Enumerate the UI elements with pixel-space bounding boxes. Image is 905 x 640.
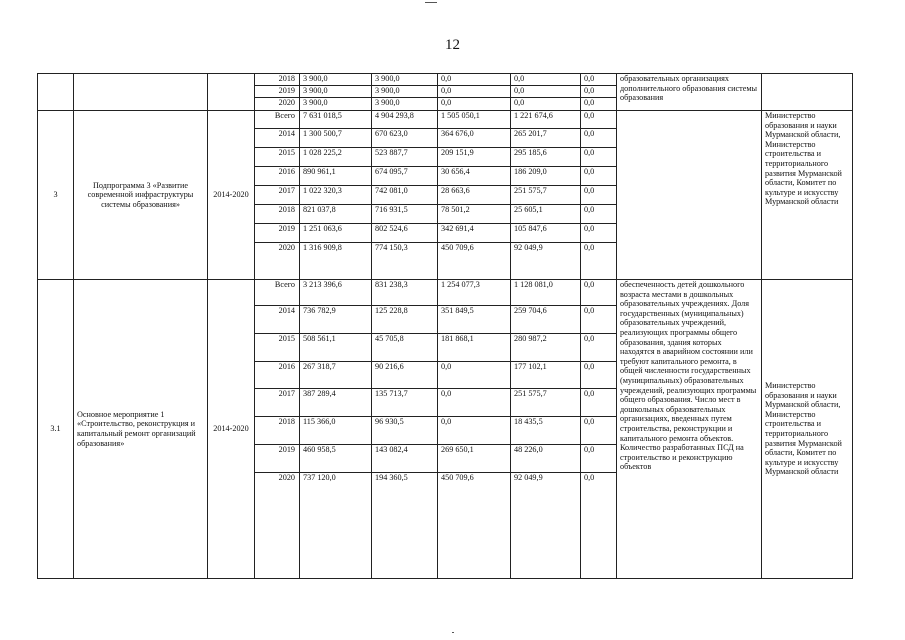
year-cell: 2019	[255, 224, 300, 243]
total-cell: 3 900,0	[300, 86, 372, 98]
amount-cell: 0,0	[581, 129, 617, 148]
amount-cell: 0,0	[581, 243, 617, 280]
total-cell: 1 316 909,8	[300, 243, 372, 280]
year-cell: 2014	[255, 306, 300, 334]
amount-cell: 48 226,0	[511, 445, 581, 473]
total-cell: 267 318,7	[300, 362, 372, 389]
amount-cell: 18 435,5	[511, 417, 581, 445]
amount-cell: 0,0	[438, 389, 511, 417]
year-cell: 2017	[255, 389, 300, 417]
amount-cell: 0,0	[581, 86, 617, 98]
amount-cell: 4 904 293,8	[372, 111, 438, 129]
table-row	[38, 111, 853, 129]
amount-cell: 251 575,7	[511, 186, 581, 205]
amount-cell: 450 709,6	[438, 243, 511, 280]
amount-cell: 25 605,1	[511, 205, 581, 224]
indicator-cell: обеспеченность детей дошкольного возраста местами в дошкольных образовательных учреждениях. Доля государственных (муниципальных) образовательных учреждений, реализующих программы общего образования, здания которых находятся в аварийном состоянии или требуют капитального ремонта, в общей численности государственных (муниципальных) образовательных учреждений, реализующих программы общего образования. Число мест в дошкольных образовательных организациях, введенных путем строительства, реконструкции и капитального ремонта объектов. Количество разработанных ПСД на строительство и реконструкцию объектов	[617, 280, 762, 579]
section-number: 3.1	[38, 280, 74, 579]
amount-cell: 28 663,6	[438, 186, 511, 205]
amount-cell: 295 185,6	[511, 148, 581, 167]
amount-cell: 0,0	[581, 306, 617, 334]
amount-cell: 251 575,7	[511, 389, 581, 417]
amount-cell: 0,0	[511, 74, 581, 86]
amount-cell: 670 623,0	[372, 129, 438, 148]
amount-cell: 742 081,0	[372, 186, 438, 205]
amount-cell: 0,0	[438, 98, 511, 111]
amount-cell: 280 987,2	[511, 334, 581, 362]
total-cell: 115 366,0	[300, 417, 372, 445]
amount-cell: 0,0	[581, 473, 617, 579]
amount-cell: 0,0	[581, 334, 617, 362]
amount-cell: 0,0	[438, 86, 511, 98]
year-cell: 2016	[255, 167, 300, 186]
amount-cell: 259 704,6	[511, 306, 581, 334]
amount-cell: 0,0	[581, 445, 617, 473]
amount-cell: 45 705,8	[372, 334, 438, 362]
amount-cell: 125 228,8	[372, 306, 438, 334]
amount-cell: 0,0	[581, 280, 617, 306]
amount-cell: 716 931,5	[372, 205, 438, 224]
amount-cell: 0,0	[438, 74, 511, 86]
amount-cell: 674 095,7	[372, 167, 438, 186]
amount-cell: 0,0	[581, 186, 617, 205]
period-cell: 2014-2020	[208, 111, 255, 280]
table-row	[38, 280, 853, 306]
amount-cell: 181 868,1	[438, 334, 511, 362]
amount-cell: 364 676,0	[438, 129, 511, 148]
amount-cell: 1 505 050,1	[438, 111, 511, 129]
scan-speck	[425, 2, 437, 3]
amount-cell: 1 128 081,0	[511, 280, 581, 306]
responsible-cell: Министерство образования и науки Мурманской области, Министерство строительства и территориального развития Мурманской области, Комитет по культуре и искусству Мурманской области	[762, 280, 853, 579]
indicator-cell: образовательных организациях дополнительного образования системы образования	[617, 74, 762, 111]
year-cell: 2018	[255, 205, 300, 224]
amount-cell: 0,0	[438, 362, 511, 389]
amount-cell: 0,0	[581, 417, 617, 445]
amount-cell: 92 049,9	[511, 473, 581, 579]
amount-cell: 0,0	[581, 74, 617, 86]
amount-cell: 0,0	[511, 98, 581, 111]
amount-cell: 269 650,1	[438, 445, 511, 473]
year-cell: 2016	[255, 362, 300, 389]
total-cell: 890 961,1	[300, 167, 372, 186]
amount-cell: 90 216,6	[372, 362, 438, 389]
amount-cell: 78 501,2	[438, 205, 511, 224]
amount-cell: 351 849,5	[438, 306, 511, 334]
year-cell: 2019	[255, 86, 300, 98]
amount-cell: 0,0	[581, 389, 617, 417]
budget-table	[37, 73, 853, 579]
year-cell: Всего	[255, 280, 300, 306]
amount-cell: 0,0	[581, 111, 617, 129]
amount-cell: 0,0	[581, 224, 617, 243]
total-cell: 1 300 500,7	[300, 129, 372, 148]
amount-cell: 1 254 077,3	[438, 280, 511, 306]
amount-cell: 96 930,5	[372, 417, 438, 445]
total-cell: 3 900,0	[300, 98, 372, 111]
total-cell: 7 631 018,5	[300, 111, 372, 129]
amount-cell: 0,0	[511, 86, 581, 98]
amount-cell: 523 887,7	[372, 148, 438, 167]
total-cell: 821 037,8	[300, 205, 372, 224]
total-cell: 1 251 063,6	[300, 224, 372, 243]
amount-cell: 194 360,5	[372, 473, 438, 579]
year-cell: 2020	[255, 473, 300, 579]
amount-cell: 0,0	[581, 98, 617, 111]
amount-cell: 0,0	[438, 417, 511, 445]
period-cell: 2014-2020	[208, 280, 255, 579]
total-cell: 508 561,1	[300, 334, 372, 362]
year-cell: 2020	[255, 98, 300, 111]
subprogram-name: Подпрограмма 3 «Развитие современной инфраструктуры системы образования»	[74, 111, 208, 280]
amount-cell: 0,0	[581, 362, 617, 389]
amount-cell: 0,0	[581, 167, 617, 186]
indicator-cell	[617, 111, 762, 280]
number-cell	[38, 74, 74, 111]
amount-cell: 0,0	[581, 148, 617, 167]
year-cell: 2019	[255, 445, 300, 473]
page-number: 12	[445, 37, 460, 53]
amount-cell: 1 221 674,6	[511, 111, 581, 129]
total-cell: 1 028 225,2	[300, 148, 372, 167]
amount-cell: 831 238,3	[372, 280, 438, 306]
total-cell: 736 782,9	[300, 306, 372, 334]
total-cell: 1 022 320,3	[300, 186, 372, 205]
total-cell: 3 213 396,6	[300, 280, 372, 306]
total-cell: 460 958,5	[300, 445, 372, 473]
year-cell: 2014	[255, 129, 300, 148]
amount-cell: 3 900,0	[372, 86, 438, 98]
responsible-cell: Министерство образования и науки Мурманской области, Министерство строительства и территориального развития Мурманской области, Комитет по культуре и искусству Мурманской области	[762, 111, 853, 280]
amount-cell: 143 082,4	[372, 445, 438, 473]
year-cell: Всего	[255, 111, 300, 129]
amount-cell: 265 201,7	[511, 129, 581, 148]
amount-cell: 342 691,4	[438, 224, 511, 243]
amount-cell: 186 209,0	[511, 167, 581, 186]
year-cell: 2018	[255, 74, 300, 86]
period-cell	[208, 74, 255, 111]
year-cell: 2018	[255, 417, 300, 445]
amount-cell: 802 524,6	[372, 224, 438, 243]
amount-cell: 177 102,1	[511, 362, 581, 389]
activity-name: Основное мероприятие 1 «Строительство, реконструкция и капитальный ремонт организаций образования»	[74, 280, 208, 579]
amount-cell: 3 900,0	[372, 98, 438, 111]
responsible-cell	[762, 74, 853, 111]
name-cell	[74, 74, 208, 111]
total-cell: 3 900,0	[300, 74, 372, 86]
amount-cell: 209 151,9	[438, 148, 511, 167]
year-cell: 2015	[255, 148, 300, 167]
amount-cell: 135 713,7	[372, 389, 438, 417]
amount-cell: 105 847,6	[511, 224, 581, 243]
section-number: 3	[38, 111, 74, 280]
table-row	[38, 74, 853, 86]
amount-cell: 774 150,3	[372, 243, 438, 280]
scan-speck	[452, 632, 454, 633]
total-cell: 387 289,4	[300, 389, 372, 417]
year-cell: 2020	[255, 243, 300, 280]
amount-cell: 450 709,6	[438, 473, 511, 579]
amount-cell: 3 900,0	[372, 74, 438, 86]
amount-cell: 92 049,9	[511, 243, 581, 280]
year-cell: 2015	[255, 334, 300, 362]
year-cell: 2017	[255, 186, 300, 205]
amount-cell: 0,0	[581, 205, 617, 224]
total-cell: 737 120,0	[300, 473, 372, 579]
amount-cell: 30 656,4	[438, 167, 511, 186]
